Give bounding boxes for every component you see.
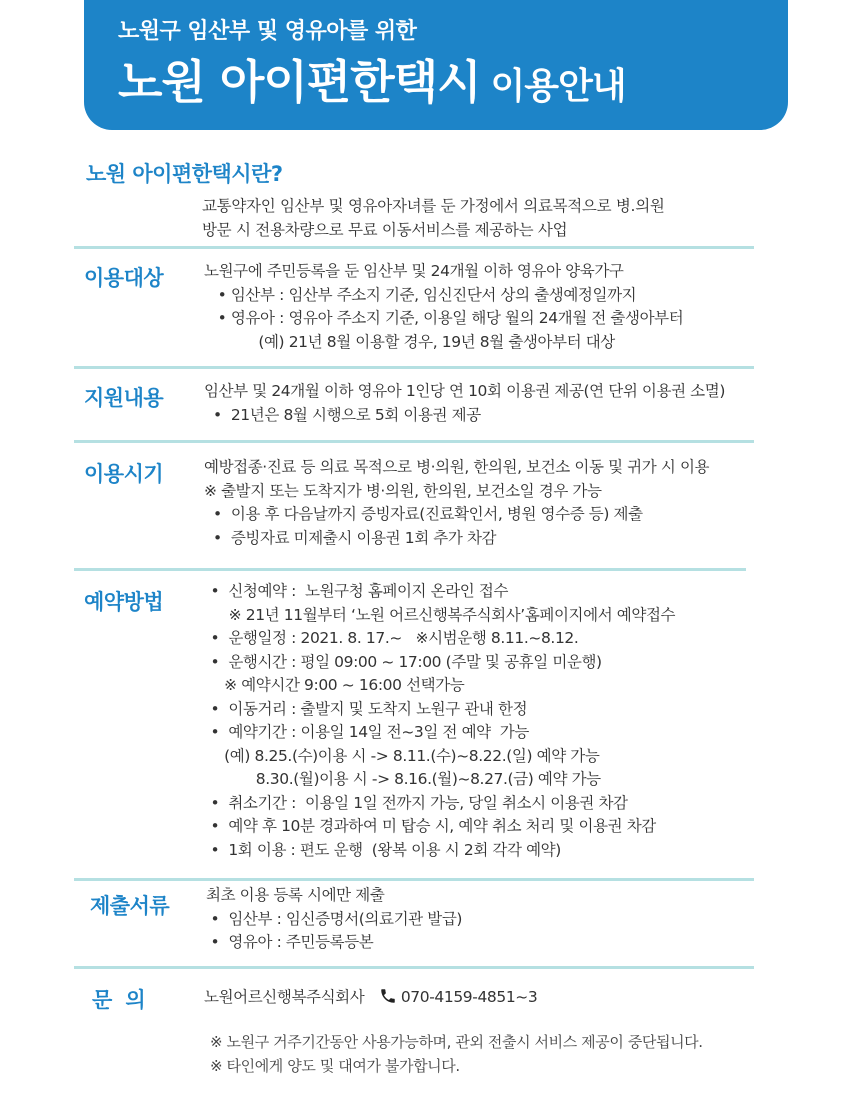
timing-line: 예방접종·진료 등 의료 목적으로 병·의원, 한의원, 보건소 이동 및 귀가 시 이용 (204, 458, 710, 476)
support-line: 임산부 및 24개월 이하 영유아 1인당 연 10회 이용권 제공(연 단위 이용권 소멸) (204, 382, 725, 400)
timing-content (204, 456, 709, 550)
divider (74, 568, 746, 571)
intro-body (202, 194, 665, 242)
documents-label: 제출서류 (90, 894, 170, 918)
target-line: 노원구에 주민등록을 둔 임산부 및 24개월 이하 영유아 양육가구 (204, 262, 624, 280)
support-content (204, 380, 725, 427)
header-title-main: 노원 아이편한택시 (118, 55, 481, 109)
documents-line: 최초 이용 등록 시에만 제출 (206, 886, 385, 904)
target-line: (예) 21년 8월 이용할 경우, 19년 8월 출생아부터 대상 (204, 332, 615, 351)
divider (74, 366, 754, 369)
target-line: • 임산부 : 임산부 주소지 기준, 임신진단서 상의 출생예정일까지 (204, 285, 637, 304)
contact-phone: 070-4159-4851~3 (400, 988, 538, 1006)
reservation-line: • 취소기간 : 이용일 1일 전까지 가능, 당일 취소시 이용권 차감 (206, 793, 628, 812)
reservation-line: • 예약 후 10분 경과하여 미 탑승 시, 예약 취소 처리 및 이용권 차감 (206, 817, 656, 835)
divider (74, 878, 754, 881)
reservation-line: 8.30.(월)이용 시 -> 8.16.(월)~8.27.(금) 예약 가능 (206, 770, 601, 788)
support-line: • 21년은 8월 시행으로 5회 이용권 제공 (204, 405, 481, 424)
reservation-line: • 운행일정 : 2021. 8. 17.~ ※시범운행 8.11.~8.12. (206, 629, 579, 647)
reservation-line: • 1회 이용 : 편도 운행 (왕복 이용 시 2회 각각 예약) (206, 840, 561, 859)
intro-line: 방문 시 전용차량으로 무료 이동서비스를 제공하는 사업 (202, 221, 568, 239)
reservation-line: • 신청예약 : 노원구청 홈페이지 온라인 접수 (206, 582, 509, 600)
reservation-line: • 이동거리 : 출발지 및 도착지 노원구 관내 한정 (206, 699, 528, 718)
reservation-line: • 운행시간 : 평일 09:00 ~ 17:00 (주말 및 공휴일 미운행) (206, 652, 602, 671)
reservation-line: (예) 8.25.(수)이용 시 -> 8.11.(수)~8.22.(일) 예약 가능 (206, 746, 600, 765)
phone-icon (379, 987, 397, 1005)
divider (74, 440, 754, 443)
documents-line: • 임산부 : 임신증명서(의료기관 발급) (206, 909, 463, 928)
header-subtitle: 노원구 임산부 및 영유아를 위한 (118, 19, 417, 44)
timing-line: • 이용 후 다음날까지 증빙자료(진료확인서, 병원 영수증 등) 제출 (204, 505, 643, 523)
header-title (118, 46, 626, 112)
contact-company: 노원어르신행복주식회사 (204, 988, 365, 1006)
documents-content (206, 884, 462, 955)
reservation-line: • 예약기간 : 이용일 14일 전~3일 전 예약 가능 (206, 723, 529, 741)
timing-line: • 증빙자료 미제출시 이용권 1회 추가 차감 (204, 528, 497, 547)
documents-line: • 영유아 : 주민등록등본 (206, 933, 374, 951)
note-line: ※ 노원구 거주기간동안 사용가능하며, 관외 전출시 서비스 제공이 중단됩니다. (210, 1033, 703, 1051)
timing-line: ※ 출발지 또는 도착지가 병·의원, 한의원, 보건소일 경우 가능 (204, 481, 602, 500)
intro-line: 교통약자인 임산부 및 영유아자녀를 둔 가정에서 의료목적으로 병.의원 (202, 197, 665, 215)
note-line: ※ 타인에게 양도 및 대여가 불가합니다. (210, 1057, 460, 1075)
footer-notes (210, 1030, 703, 1078)
support-label: 지원내용 (84, 386, 164, 410)
target-line: • 영유아 : 영유아 주소지 기준, 이용일 해당 월의 24개월 전 출생아부터 (204, 309, 684, 327)
contact-label: 문 의 (92, 988, 146, 1012)
divider (74, 966, 754, 969)
reservation-line: ※ 예약시간 9:00 ~ 16:00 선택가능 (206, 676, 465, 694)
reservation-content (206, 580, 675, 862)
contact-content (204, 986, 537, 1010)
reservation-line: ※ 21년 11월부터 ‘노원 어르신행복주식회사’홈페이지에서 예약접수 (206, 605, 676, 624)
timing-label: 이용시기 (84, 462, 164, 486)
target-content (204, 260, 683, 354)
divider (74, 246, 754, 249)
target-label: 이용대상 (84, 266, 164, 290)
reservation-label: 예약방법 (84, 590, 164, 614)
header-title-suffix: 이용안내 (490, 66, 626, 107)
header-banner (84, 0, 788, 130)
intro-title: 노원 아이편한택시란? (86, 162, 283, 186)
